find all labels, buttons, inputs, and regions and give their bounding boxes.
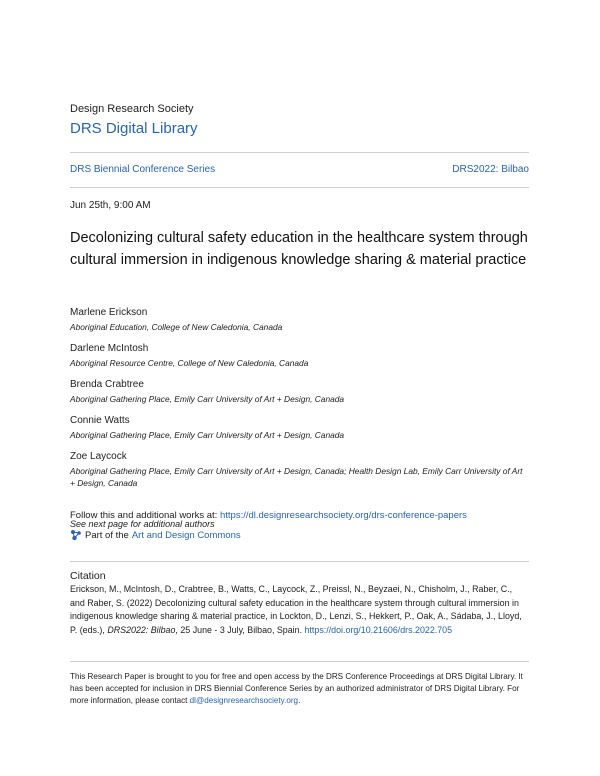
commons-link[interactable]: Art and Design Commons — [131, 529, 241, 541]
divider — [70, 187, 529, 188]
author-affiliation: Aboriginal Gathering Place, Emily Carr University of Art + Design, Canada; Health Design Lab, Emily Carr University of Art + Design, Canada — [70, 466, 523, 488]
author-entry — [70, 343, 529, 369]
author-affiliation: Aboriginal Education, College of New Caledonia, Canada — [70, 322, 283, 332]
citation-heading: Citation — [70, 570, 106, 582]
divider — [70, 561, 529, 562]
part-of-prefix: Part of the — [85, 529, 129, 541]
part-of-line — [70, 529, 241, 541]
author-name: Marlene Erickson — [70, 307, 148, 318]
footer-end: . — [298, 696, 301, 706]
library-link[interactable]: DRS Digital Library — [70, 120, 198, 137]
series-link[interactable]: DRS Biennial Conference Series — [70, 164, 216, 175]
divider — [70, 152, 529, 153]
author-entry — [70, 307, 529, 333]
citation-venue: DRS2022: Bilbao — [107, 624, 176, 635]
event-link[interactable]: DRS2022: Bilbao — [452, 164, 529, 175]
author-name: Connie Watts — [70, 415, 130, 426]
author-name: Zoe Laycock — [70, 451, 127, 462]
contact-email-link[interactable]: dl@designresearchsociety.org — [189, 696, 299, 706]
author-entry — [70, 379, 529, 405]
session-date: Jun 25th, 9:00 AM — [70, 200, 151, 211]
doi-link[interactable]: https://doi.org/10.21606/drs.2022.705 — [304, 624, 453, 635]
divider — [70, 661, 529, 662]
author-affiliation: Aboriginal Gathering Place, Emily Carr University of Art + Design, Canada — [70, 394, 345, 404]
author-entry — [70, 415, 529, 441]
author-entry — [70, 451, 529, 489]
paper-title: Decolonizing cultural safety education in the healthcare system through cultural immersion in indigenous knowledge sharing & material practice — [70, 230, 528, 268]
citation-body: Erickson, M., McIntosh, D., Crabtree, B., Watts, C., Laycock, Z., Preissl, N., Beyzaei, N., Chisholm, J., Raber, C., and Raber, S. (2022) Decolonizing cultural safety education in the healthcare system through cultural immersion in indigenous knowledge sharing & material practice, in Lockton, D., Lenzi, S., Hekkert, P., Oak, A., Sádaba, J., Lloyd, P. (eds.), — [70, 584, 522, 635]
access-statement — [70, 671, 529, 708]
organization-name: Design Research Society — [70, 103, 194, 115]
follow-link[interactable]: https://dl.designresearchsociety.org/drs-conference-papers — [219, 510, 467, 521]
author-affiliation: Aboriginal Gathering Place, Emily Carr University of Art + Design, Canada — [70, 430, 345, 440]
author-name: Darlene McIntosh — [70, 343, 149, 354]
see-next-note: See next page for additional authors — [70, 519, 215, 529]
citation-text — [70, 583, 529, 637]
citation-body-end: , 25 June - 3 July, Bilbao, Spain. — [175, 624, 305, 635]
author-affiliation: Aboriginal Resource Centre, College of New Caledonia, Canada — [70, 358, 309, 368]
follow-prefix: Follow this and additional works at: — [70, 510, 220, 521]
footer-body: This Research Paper is brought to you for free and open access by the DRS Conference Proceedings at DRS Digital Library. It has been accepted for inclusion in DRS Biennial Conference Series by an authorized administrator of DRS Digital Library. For more information, please contact — [70, 672, 523, 706]
author-name: Brenda Crabtree — [70, 379, 144, 390]
commons-network-icon — [70, 529, 82, 541]
